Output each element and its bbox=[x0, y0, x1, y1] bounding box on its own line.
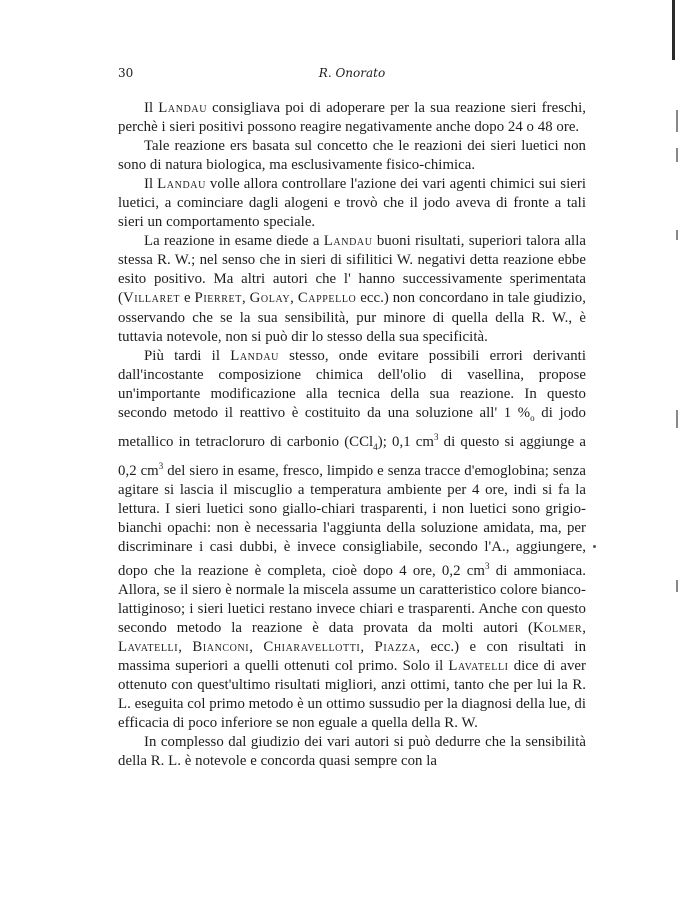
text-segment: dice di aver ottenuto con quest'ultimo risultati migliori, anzi ottimi, tanto che per lui la R. L. eseguita col primo metodo è un ottimo sussudio per la diagnosi della lue, di efficacia di poco inferiore se non eguale a quella della R. W. bbox=[118, 657, 586, 732]
paragraph-p3 bbox=[118, 175, 586, 232]
page-edge-bar bbox=[672, 0, 675, 60]
text-segment: Tale reazione ers basata sul concetto che le reazioni dei sieri luetici non sono di natura biologica, ma esclusivamente fisico-chimica. bbox=[118, 138, 586, 174]
stray-ink-dot bbox=[593, 545, 596, 548]
author-name: Chiaravellotti bbox=[263, 638, 361, 655]
text-segment: 4 bbox=[373, 441, 378, 452]
text-segment: ); 0,1 cm bbox=[377, 433, 434, 450]
text-segment: o bbox=[530, 412, 535, 423]
text-segment: La reazione in esame diede a bbox=[144, 233, 324, 250]
text-segment: Più tardi il bbox=[144, 347, 231, 364]
author-name: Landau bbox=[158, 100, 208, 116]
author-name: Kolmer bbox=[532, 619, 583, 636]
text-segment: , bbox=[582, 619, 586, 636]
author-name: Landau bbox=[323, 233, 373, 250]
author-name: Golay bbox=[249, 290, 291, 307]
author-name: Pierret bbox=[194, 290, 242, 307]
text-segment: 3 bbox=[433, 431, 439, 442]
author-name: Lavatelli bbox=[118, 638, 179, 655]
paragraph-p5 bbox=[118, 347, 586, 734]
paragraph-p2 bbox=[118, 137, 586, 175]
page-header bbox=[118, 66, 586, 86]
text-segment: , bbox=[290, 290, 298, 307]
author-name: Landau bbox=[157, 176, 206, 193]
text-segment: ecc.) non concordano in tale giudizio, osservando che se la sua sensibilità, pur minore di quella della R. W., è tuttavia notevole, non si può dir lo stesso della sua specificità. bbox=[118, 290, 586, 345]
author-name: Bianconi bbox=[192, 638, 250, 655]
text-segment: volle allora controllare l'azione dei vari agenti chimici sui sieri luetici, a cominciare dagli alogeni e trovò che il jodo aveva di fronte a tali sieri un comportamento speciale. bbox=[118, 176, 586, 231]
paragraph-p4 bbox=[118, 232, 586, 346]
text-segment: consigliava poi di adoperare per la sua reazione sieri freschi, perchè i sieri positivi possono reagire negativamente anche dopo 24 o 48 ore. bbox=[118, 100, 587, 136]
author-name: Landau bbox=[230, 347, 279, 364]
paragraph-p6 bbox=[118, 733, 586, 771]
text-segment: di ammoniaca. Allora, se il siero è normale la miscela assume un caratteristico colore bianco-lattiginoso; i sieri luetici restano invece chiari e trasparenti. Anche con questo secondo metodo la reazione è data provata da molti autori ( bbox=[118, 562, 586, 636]
text-segment: , bbox=[178, 638, 193, 655]
text-segment: del siero in esame, fresco, limpido e senza tracce d'emoglobina; senza agitare si lascia il miscuglio a temperatura ambiente per 4 ore, indi si fa la lettura. I sieri luetici sono giallo-chiari trasparenti, i non luetici sono grigio-bianchi opachi: non è necessaria l'aggiunta della soluzione amidata, ma, per discriminare i casi dubbi, è invece consigliabile, secondo l'A., aggiungere, dopo che la reazione è completa, cioè dopo 4 ore, 0,2 cm bbox=[118, 462, 586, 579]
text-segment: di questo si aggiunge a 0,2 cm bbox=[118, 433, 586, 479]
page-number: 30 bbox=[118, 66, 134, 80]
text-segment: e bbox=[180, 290, 195, 307]
text-segment: , bbox=[360, 638, 375, 655]
author-name: Lavatelli bbox=[448, 657, 509, 674]
text-segment: stesso, onde evitare possibili errori derivanti dall'incostante composizione chimica dell'olio di vasellina, propose un'importante modificazione alla tecnica della sua reazione. In questo secondo metodo il reattivo è costituito da una soluzione all' 1 % bbox=[118, 347, 586, 421]
author-name: Villaret bbox=[122, 290, 181, 307]
text-segment: , bbox=[241, 290, 250, 307]
running-head: R. Onorato bbox=[318, 66, 386, 80]
text-segment: Il bbox=[144, 100, 159, 116]
author-name: Piazza bbox=[374, 638, 417, 655]
paragraph-p1 bbox=[118, 99, 586, 137]
text-segment: , bbox=[249, 638, 264, 655]
text-segment: di jodo metallico in tetracloruro di carbonio (CCl bbox=[118, 404, 586, 450]
edge-scan-marks bbox=[676, 110, 684, 710]
text-segment: 3 bbox=[484, 560, 490, 571]
text-segment: In complesso dal giudizio dei vari autori si può dedurre che la sensibilità della R. L. è notevole e concorda quasi sempre con la bbox=[118, 734, 586, 770]
text-segment: 3 bbox=[158, 460, 164, 471]
text-segment: Il bbox=[144, 176, 158, 193]
body-text bbox=[118, 99, 586, 771]
text-segment: buoni risultati, superiori talora alla stessa R. W.; nel senso che in sieri di sifilitici W. negativi detta reazione ebbe esito positivo. Ma altri autori che l' hanno successivamente sperimentata ( bbox=[118, 233, 586, 307]
author-name: Cappello bbox=[297, 290, 357, 307]
text-segment: , ecc.) e con risultati in massima superiori a quelli ottenuti col primo. Solo il bbox=[118, 638, 587, 674]
